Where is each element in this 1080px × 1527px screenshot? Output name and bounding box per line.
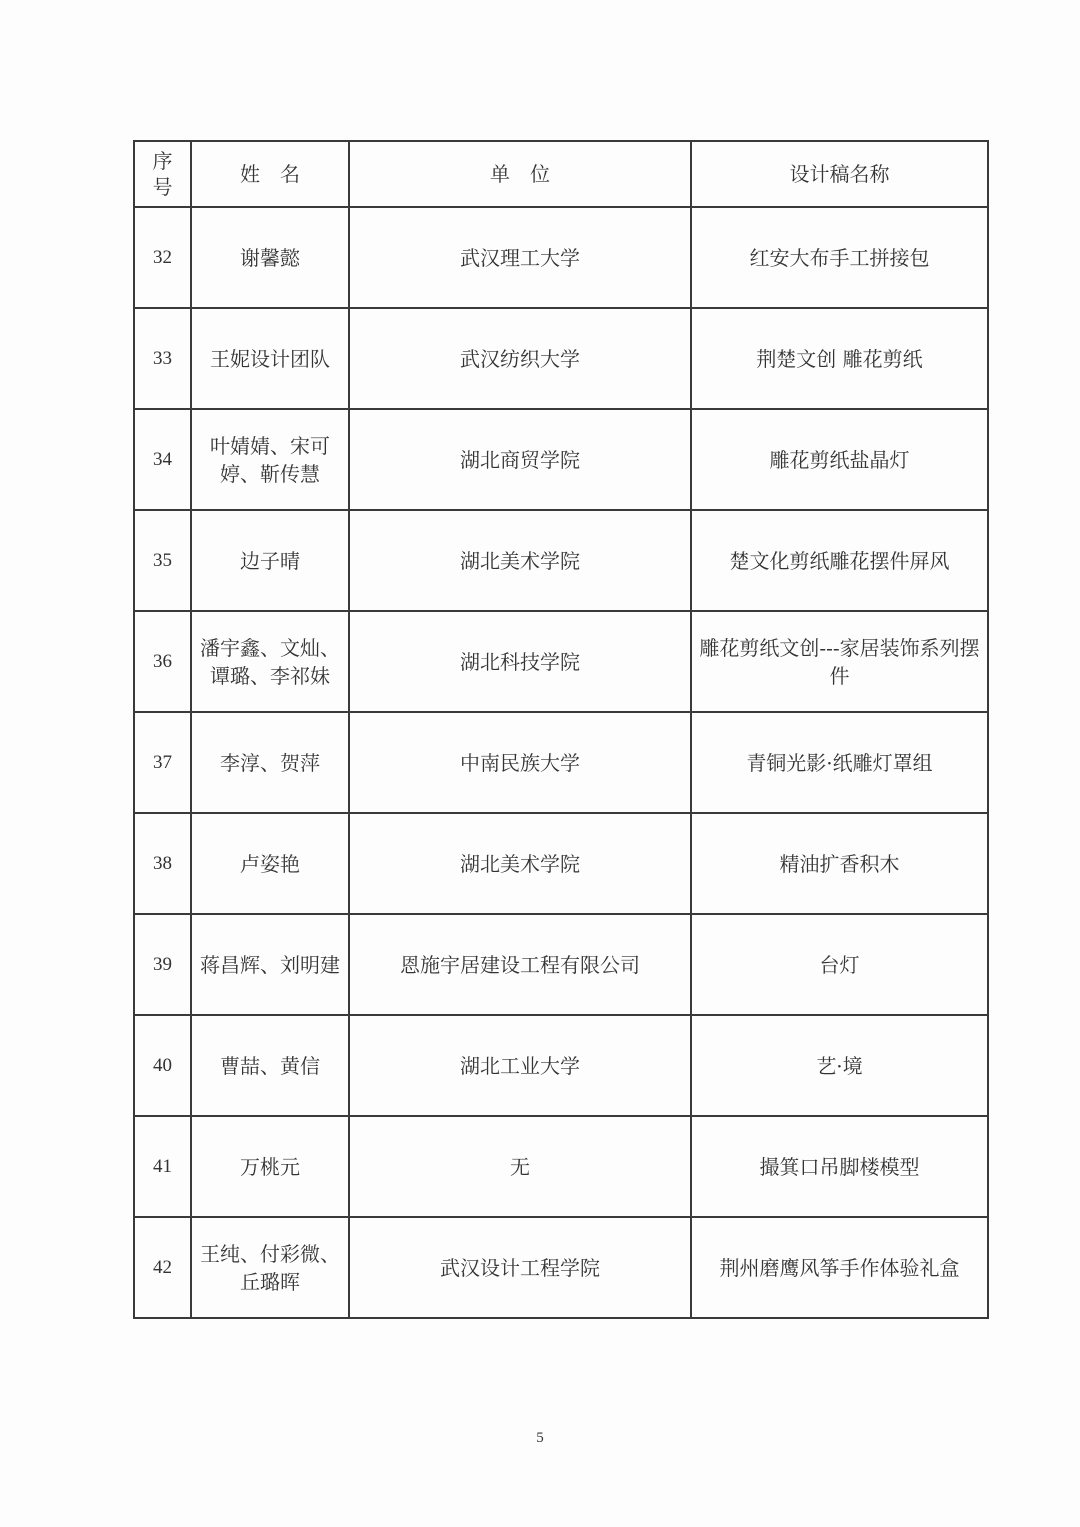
cell-title: 精油扩香积木	[691, 813, 988, 914]
cell-name: 李淳、贺萍	[191, 712, 349, 813]
cell-seq: 35	[134, 510, 191, 611]
cell-seq: 39	[134, 914, 191, 1015]
header-seq: 序号	[134, 141, 191, 207]
entries-table	[133, 140, 989, 1319]
cell-name: 卢姿艳	[191, 813, 349, 914]
cell-name: 万桃元	[191, 1116, 349, 1217]
cell-name: 谢馨懿	[191, 207, 349, 308]
cell-seq: 38	[134, 813, 191, 914]
cell-unit: 湖北工业大学	[349, 1015, 691, 1116]
table-row	[134, 1116, 988, 1217]
cell-seq: 42	[134, 1217, 191, 1318]
page-number: 5	[536, 1430, 544, 1446]
cell-seq: 37	[134, 712, 191, 813]
table-row	[134, 914, 988, 1015]
table-row	[134, 712, 988, 813]
cell-title: 雕花剪纸文创---家居装饰系列摆件	[691, 611, 988, 712]
cell-title: 艺·境	[691, 1015, 988, 1116]
cell-seq: 36	[134, 611, 191, 712]
cell-unit: 湖北美术学院	[349, 510, 691, 611]
table-row	[134, 409, 988, 510]
table-row	[134, 207, 988, 308]
cell-name: 边子晴	[191, 510, 349, 611]
cell-title: 台灯	[691, 914, 988, 1015]
cell-title: 红安大布手工拼接包	[691, 207, 988, 308]
table-row	[134, 308, 988, 409]
cell-unit: 无	[349, 1116, 691, 1217]
cell-seq: 40	[134, 1015, 191, 1116]
cell-seq: 33	[134, 308, 191, 409]
cell-name: 曹喆、黄信	[191, 1015, 349, 1116]
cell-unit: 武汉理工大学	[349, 207, 691, 308]
table-row	[134, 813, 988, 914]
table-row	[134, 1217, 988, 1318]
header-name: 姓 名	[191, 141, 349, 207]
cell-name: 潘宇鑫、文灿、谭璐、李祁妹	[191, 611, 349, 712]
cell-unit: 恩施宇居建设工程有限公司	[349, 914, 691, 1015]
cell-unit: 湖北商贸学院	[349, 409, 691, 510]
cell-unit: 湖北科技学院	[349, 611, 691, 712]
cell-seq: 41	[134, 1116, 191, 1217]
table-row	[134, 510, 988, 611]
cell-unit: 中南民族大学	[349, 712, 691, 813]
cell-title: 楚文化剪纸雕花摆件屏风	[691, 510, 988, 611]
cell-title: 青铜光影·纸雕灯罩组	[691, 712, 988, 813]
table-row	[134, 1015, 988, 1116]
cell-name: 王纯、付彩微、丘璐晖	[191, 1217, 349, 1318]
cell-title: 荆州磨鹰风筝手作体验礼盒	[691, 1217, 988, 1318]
cell-name: 王妮设计团队	[191, 308, 349, 409]
cell-title: 雕花剪纸盐晶灯	[691, 409, 988, 510]
header-unit: 单 位	[349, 141, 691, 207]
cell-unit: 武汉纺织大学	[349, 308, 691, 409]
cell-title: 荆楚文创 雕花剪纸	[691, 308, 988, 409]
table-header-row	[134, 141, 988, 207]
cell-unit: 湖北美术学院	[349, 813, 691, 914]
cell-seq: 32	[134, 207, 191, 308]
cell-unit: 武汉设计工程学院	[349, 1217, 691, 1318]
cell-name: 叶婧婧、宋可婷、靳传慧	[191, 409, 349, 510]
cell-seq: 34	[134, 409, 191, 510]
header-title: 设计稿名称	[691, 141, 988, 207]
cell-title: 撮箕口吊脚楼模型	[691, 1116, 988, 1217]
table-row	[134, 611, 988, 712]
cell-name: 蒋昌辉、刘明建	[191, 914, 349, 1015]
